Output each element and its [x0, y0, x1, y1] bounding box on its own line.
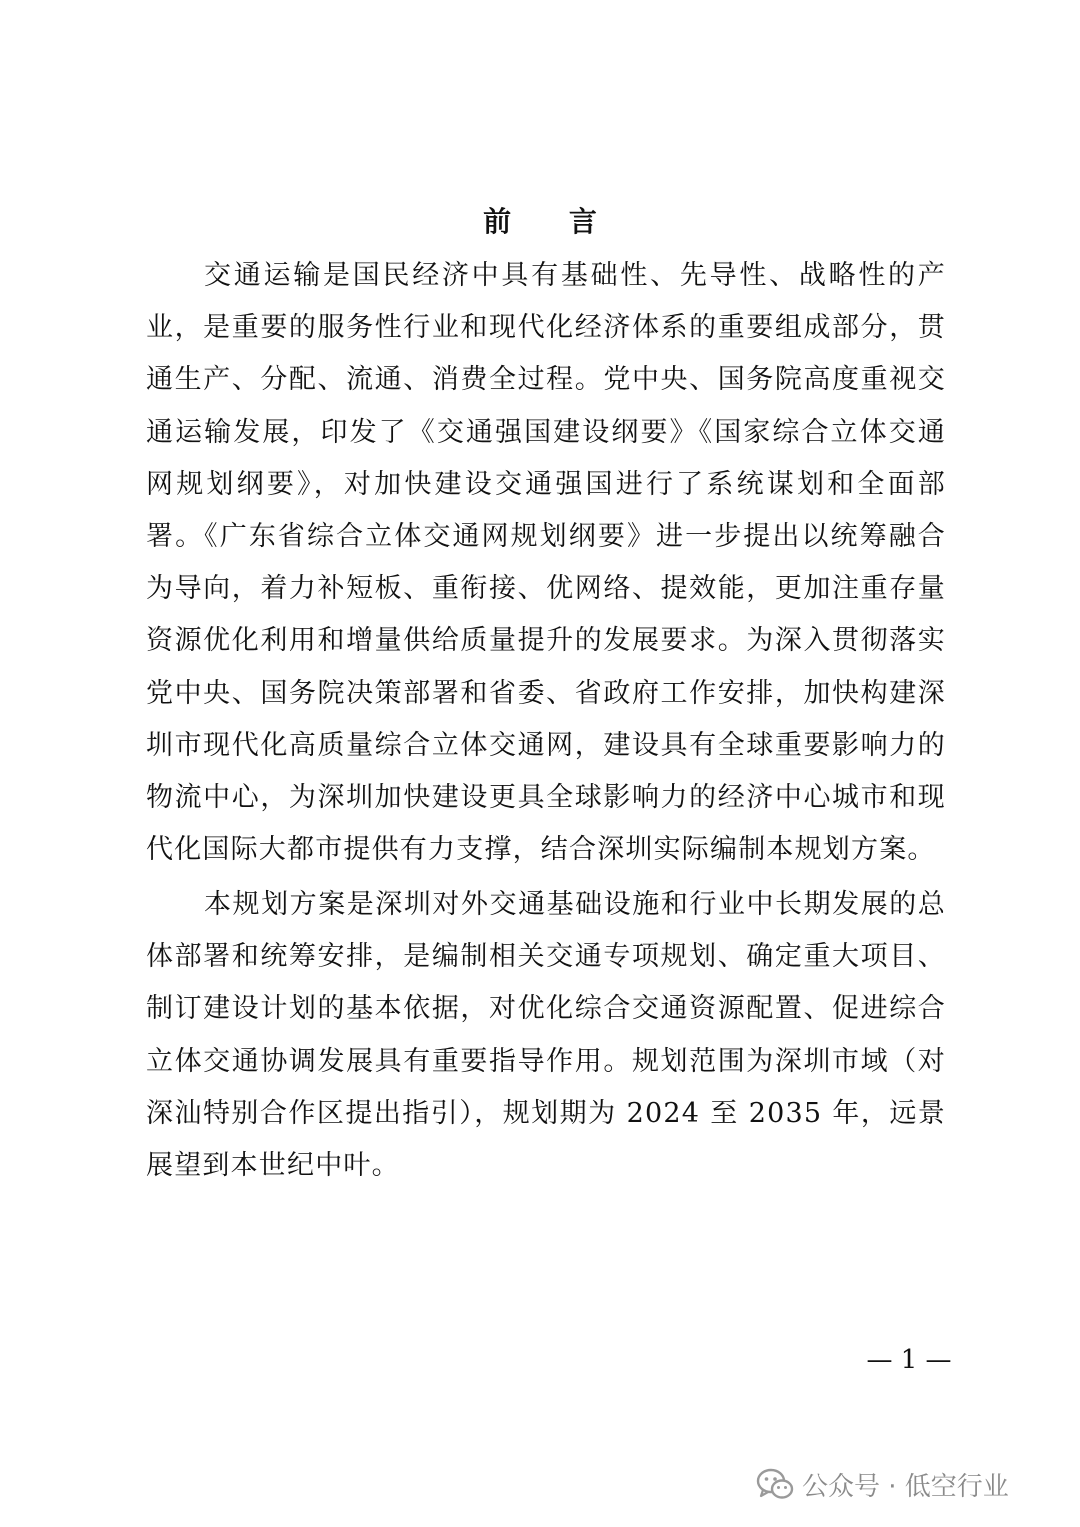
paragraph-2: 本规划方案是深圳对外交通基础设施和行业中长期发展的总体部署和统筹安排，是编制相关交通专项规划、确定重大项目、制订建设计划的基本依据，对优化综合交通资源配置、促进综合立体交通协调发展具有重要指导作用。规划范围为深圳市域（对深汕特别合作区提出指引），规划期为 2024 至 2035 年，远景展望到本世纪中叶。 [146, 889, 946, 1182]
page-title: 前 言 [483, 205, 621, 238]
watermark [756, 1462, 1009, 1506]
page-number: — 1 — [866, 1345, 952, 1375]
wechat-icon [756, 1467, 794, 1501]
paragraph-1: 交通运输是国民经济中具有基础性、先导性、战略性的产业，是重要的服务性行业和现代化经济体系的重要组成部分，贯通生产、分配、流通、消费全过程。党中央、国务院高度重视交通运输发展，印发了《交通强国建设纲要》《国家综合立体交通网规划纲要》，对加快建设交通强国进行了系统谋划和全面部署。《广东省综合立体交通网规划纲要》进一步提出以统筹融合为导向，着力补短板、重衔接、优网络、提效能，更加注重存量资源优化利用和增量供给质量提升的发展要求。为深入贯彻落实党中央、国务院决策部署和省委、省政府工作安排，加快构建深圳市现代化高质量综合立体交通网，建设具有全球重要影响力的物流中心，为深圳加快建设更具全球影响力的经济中心城市和现代化国际大都市提供有力支撑，结合深圳实际编制本规划方案。 [146, 260, 946, 866]
watermark-text: 公众号 · 低空行业 [802, 1471, 1009, 1502]
